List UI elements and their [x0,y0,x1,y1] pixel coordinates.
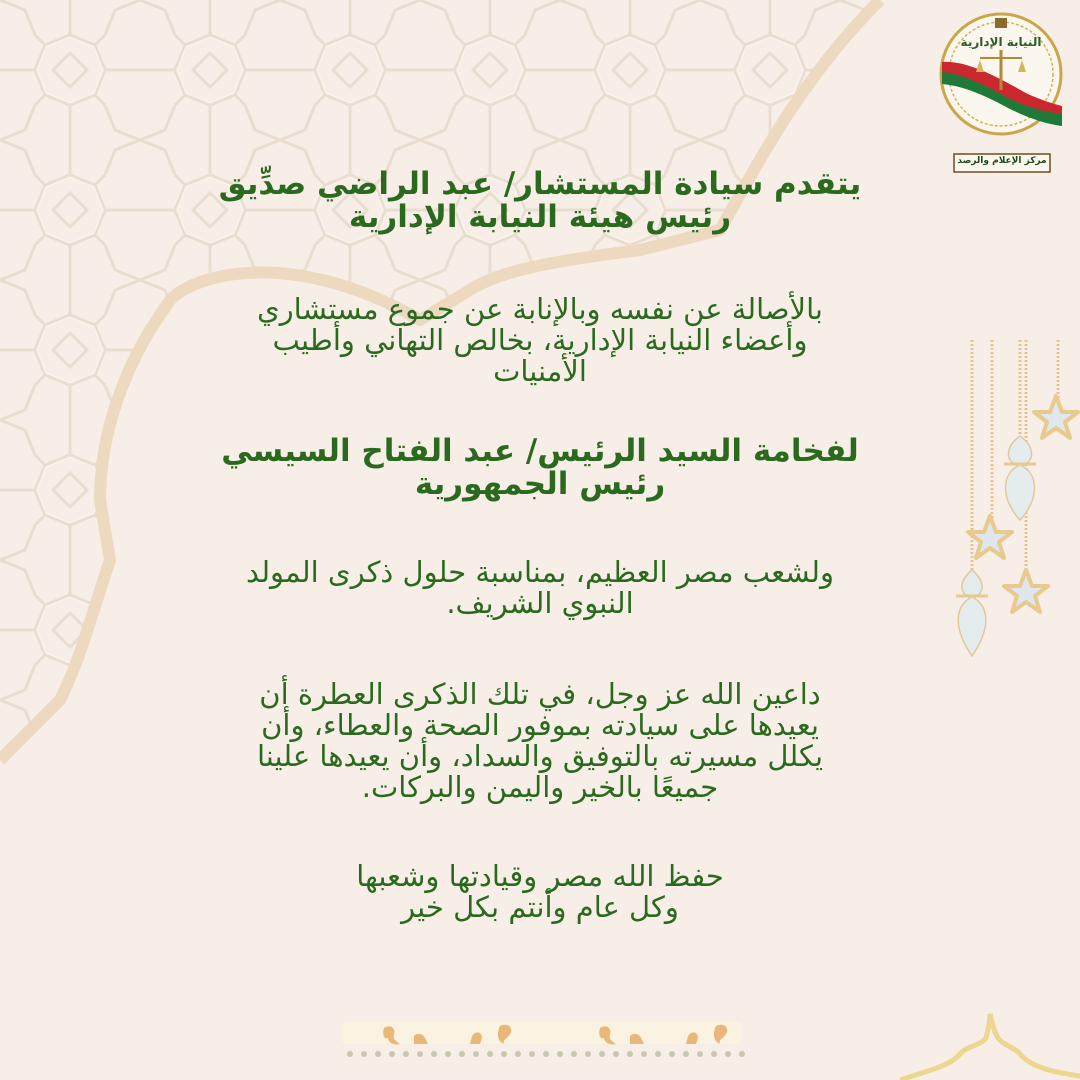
prayer-paragraph [150,679,930,803]
closing-line-2: وكل عام وأنتم بكل خير [401,890,679,924]
niyaba-logo [936,8,1066,174]
sender-name: يتقدم سيادة المستشار/ عبد الراضي صدِّيق [218,166,862,202]
logo-title: النيابة الإدارية [960,35,1042,49]
prayer-line-4: جميعًا بالخير واليمن والبركات. [361,770,719,804]
sender-title: رئيس هيئة النيابة الإدارية [348,199,732,235]
greeting-message [150,168,930,923]
on-behalf-line-1: بالأصالة عن نفسه وبالإنابة عن جموع مستشاري [256,292,824,326]
prayer-line-3: يكلل مسيرته بالتوفيق والسداد، وأن يعيدها علينا [256,739,824,773]
on-behalf-paragraph [150,294,930,387]
prayer-line-1: داعين الله عز وجل، في تلك الذكرى العطرة أن [259,677,821,711]
on-behalf-line-3: الأمنيات [493,354,587,388]
prayer-line-2: يعيدها على سيادته بموفور الصحة والعطاء، وأن [261,708,819,742]
occasion-paragraph [150,557,930,619]
hanging-lanterns-decoration [940,330,1080,670]
floral-ornament-icon [322,1014,758,1064]
occasion-line-1: ولشعب مصر العظيم، بمناسبة حلول ذكرى المولد [246,555,834,589]
recipient-heading [150,435,930,501]
closing-paragraph [150,861,930,923]
arch-ornament-icon [900,1010,1080,1080]
occasion-line-2: النبوي الشريف. [446,586,634,620]
closing-line-1: حفظ الله مصر وقيادتها وشعبها [356,859,724,893]
logo-caption: مركز الإعلام والرصد [957,156,1047,166]
recipient-name: لفخامة السيد الرئيس/ عبد الفتاح السيسي [221,433,859,469]
scales-of-justice-emblem-icon [936,8,1066,174]
on-behalf-line-2: وأعضاء النيابة الإدارية، بخالص التهاني وأطيب [272,323,808,357]
recipient-title: رئيس الجمهورية [414,466,666,502]
sender-heading [150,168,930,234]
